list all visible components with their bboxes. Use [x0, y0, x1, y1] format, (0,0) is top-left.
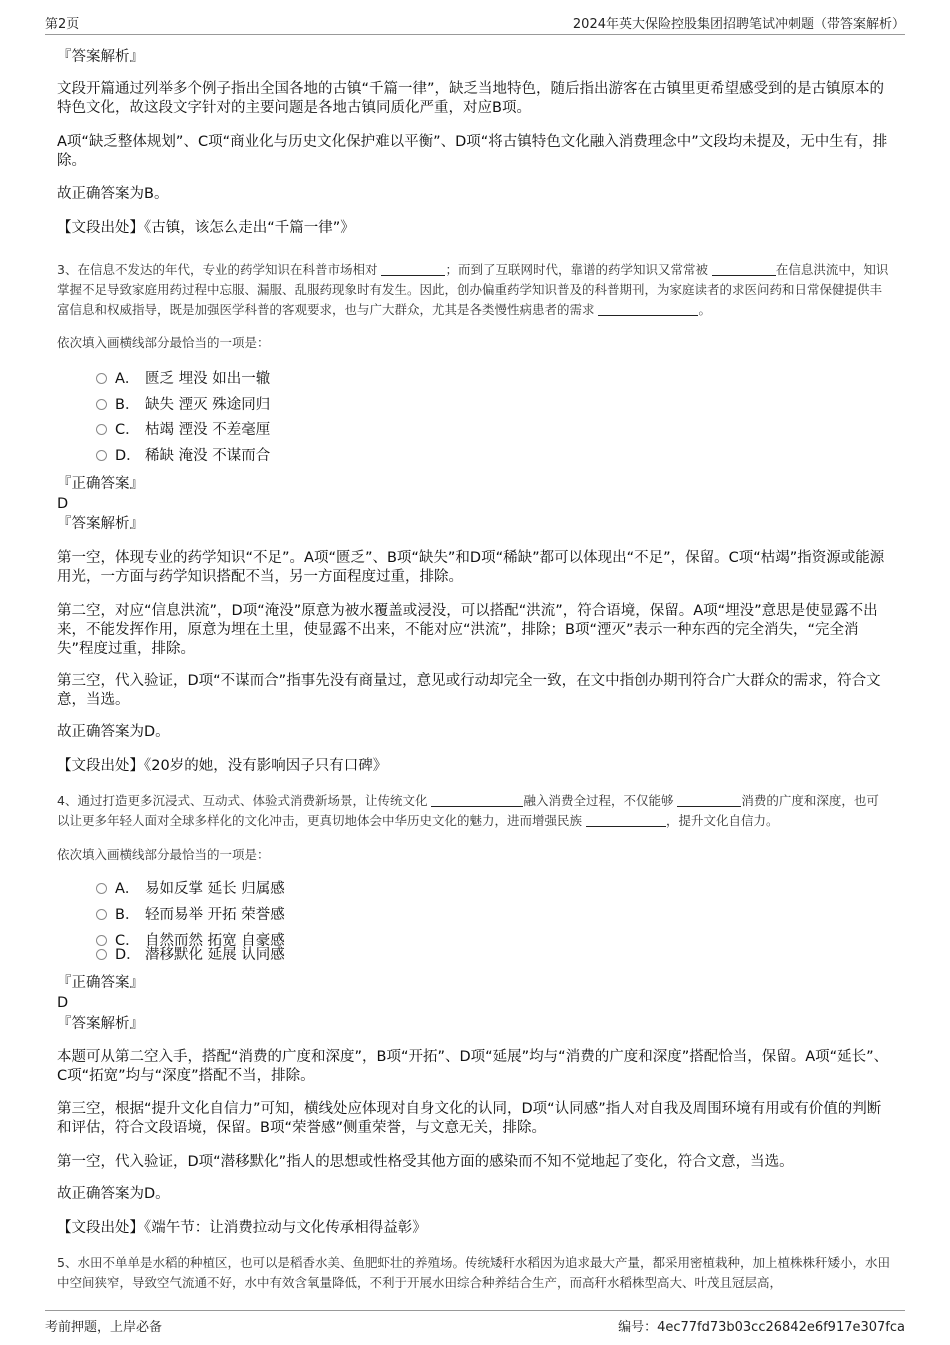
q4-blank-2 [677, 792, 741, 807]
q3-option-b[interactable]: B． 缺失 湮灭 殊途同归 [96, 396, 270, 415]
q3-blank-1 [381, 261, 445, 276]
q4-analysis-p1: 本题可从第二空入手，搭配“消费的广度和深度”，B项“开拓”、D项“延展”均与“消费的广度和深度”搭配恰当，保留。A项“延长”、C项“拓宽”均与“深度”搭配不当，排除。 [57, 1049, 889, 1084]
q2-analysis-p2: A项“缺乏整体规划”、C项“商业化与历史文化保护难以平衡”、D项“将古镇特色文化融入消费理念中”文段均未提及，无中生有，排除。 [57, 134, 888, 169]
q2-source: 【文段出处】《古镇，该怎么走出“千篇一律”》 [57, 220, 355, 236]
q4-analysis-p4: 故正确答案为D。 [57, 1186, 170, 1202]
q3-option-c[interactable]: C． 枯竭 湮没 不差毫厘 [96, 421, 270, 440]
q3-option-a[interactable]: A． 匮乏 埋没 如出一辙 [96, 370, 270, 389]
document-id: 编号：4ec77fd73b03cc26842e6f917e307fca [618, 1320, 905, 1335]
q3-stem-part-b: ；而到了互联网时代，靠谱的药学知识又常常被 [445, 262, 712, 277]
page-header [45, 10, 905, 35]
q4-source: 【文段出处】《端午节：让消费拉动与文化传承相得益彰》 [57, 1220, 427, 1236]
q4-blank-3 [586, 812, 666, 827]
radio-icon[interactable] [96, 935, 107, 946]
q4-analysis-p2: 第三空，根据“提升文化自信力”可知，横线处应体现对自身文化的认同，D项“认同感”指人对自我及周围环境有用或有价值的判断和评估，符合文段语境，保留。B项“荣誉感”侧重荣誉，与文意无关，排除。 [57, 1101, 882, 1136]
q2-analysis-p3: 故正确答案为B。 [57, 186, 169, 202]
radio-icon[interactable] [96, 949, 107, 960]
q3-analysis-p1: 第一空，体现专业的药学知识“不足”。A项“匮乏”、B项“缺失”和D项“稀缺”都可以体现出“不足”，保留。C项“枯竭”指资源或能源用光，一方面与药学知识搭配不当，另一方面程度过重，排除。 [57, 550, 885, 585]
q4-option-c[interactable]: C． 自然而然 拓宽 自豪感 [96, 932, 285, 951]
radio-icon[interactable] [96, 373, 107, 384]
q4-stem-part-b: 融入消费全过程，不仅能够 [523, 793, 678, 808]
q3-stem-part-c: 在信息洪流中，知识掌握不足导致家庭用药过程中忘服、漏服、乱服药现象时有发生。因此，创办偏重药学知识普及的科普期刊，为家庭读者的求医问药和日常保健提供丰富信息和权威指导，既是加强医学科普的客观要求，也与广大群众，尤其是各类慢性病患者的需求 [57, 262, 889, 317]
q3-answer-label: 『正确答案』 [57, 476, 144, 492]
document-title: 2024年英大保险控股集团招聘笔试冲刺题（带答案解析） [572, 17, 905, 32]
q4-stem-part-a: 4、通过打造更多沉浸式、互动式、体验式消费新场景，让传统文化 [57, 793, 432, 808]
footer-slogan: 考前押题，上岸必备 [45, 1320, 163, 1335]
q4-analysis-p3: 第一空，代入验证，D项“潜移默化”指人的思想或性格受其他方面的感染而不知不觉地起了变化，符合文意，当选。 [57, 1154, 794, 1170]
q3-option-d[interactable]: D． 稀缺 淹没 不谋而合 [96, 447, 270, 466]
radio-icon[interactable] [96, 883, 107, 894]
q3-blank-2 [712, 261, 776, 276]
page-footer [45, 1310, 905, 1335]
q2-analysis-label: 『答案解析』 [57, 49, 144, 65]
q3-stem [57, 260, 890, 320]
q4-option-a[interactable]: A． 易如反掌 延长 归属感 [96, 880, 285, 899]
q2-analysis-p1: 文段开篇通过列举多个例子指出全国各地的古镇“千篇一律”，缺乏当地特色，随后指出游客在古镇里更希望感受到的是古镇原本的特色文化，故这段文字针对的主要问题是各地古镇同质化严重，对应B项。 [57, 81, 885, 116]
q3-analysis-p2: 第二空，对应“信息洪流”，D项“淹没”原意为被水覆盖或浸没，可以搭配“洪流”，符合语境，保留。A项“埋没”意思是使显露不出来，不能发挥作用，原意为埋在土里，使显露不出来，不能对应“洪流”，排除；B项“湮灭”表示一种东西的完全消失，“完全消失”程度过重，排除。 [57, 603, 878, 657]
q4-answer-label: 『正确答案』 [57, 975, 144, 991]
q4-answer: D [57, 995, 69, 1011]
q3-analysis-p3: 第三空，代入验证，D项“不谋而合”指事先没有商量过，意见或行动却完全一致，在文中指创办期刊符合广大群众的需求，符合文意，当选。 [57, 673, 881, 708]
q4-option-b[interactable]: B． 轻而易举 开拓 荣誉感 [96, 906, 285, 925]
q3-analysis-label: 『答案解析』 [57, 516, 144, 532]
radio-icon[interactable] [96, 399, 107, 410]
q3-stem-part-a: 3、在信息不发达的年代，专业的药学知识在科普市场相对 [57, 262, 382, 277]
q3-answer: D [57, 496, 69, 512]
radio-icon[interactable] [96, 450, 107, 461]
q3-stem-part-d: 。 [698, 302, 711, 317]
q4-stem-part-d: ，提升文化自信力。 [665, 813, 779, 828]
q4-option-d[interactable]: D． 潜移默化 延展 认同感 [96, 946, 285, 965]
q4-analysis-label: 『答案解析』 [57, 1016, 144, 1032]
radio-icon[interactable] [96, 909, 107, 920]
q4-stem [57, 791, 890, 831]
q4-stem-part-c: 消费的广度和深度，也可以让更多年轻人面对全球多样化的文化冲击，更真切地体会中华历史文化的魅力，进而增强民族 [57, 793, 879, 828]
q3-analysis-p4: 故正确答案为D。 [57, 724, 170, 740]
radio-icon[interactable] [96, 424, 107, 435]
q3-blank-3 [598, 301, 698, 316]
q4-blank-1 [431, 792, 523, 807]
q4-prompt: 依次填入画横线部分最恰当的一项是： [57, 847, 270, 862]
q3-prompt: 依次填入画横线部分最恰当的一项是： [57, 335, 270, 350]
q3-source: 【文段出处】《20岁的她，没有影响因子只有口碑》 [57, 758, 388, 774]
q5-stem: 5、水田不单单是水稻的种植区，也可以是稻香水美、鱼肥虾壮的养殖场。传统矮秆水稻因为追求最大产量，都采用密植栽种，加上植株株秆矮小，水田中空间狭窄，导致空气流通不好，水中有效含氧量降低，不利于开展水田综合种养结合生产，而高秆水稻株型高大、叶茂且冠层高， [57, 1255, 890, 1290]
page-number: 第2页 [45, 17, 80, 32]
